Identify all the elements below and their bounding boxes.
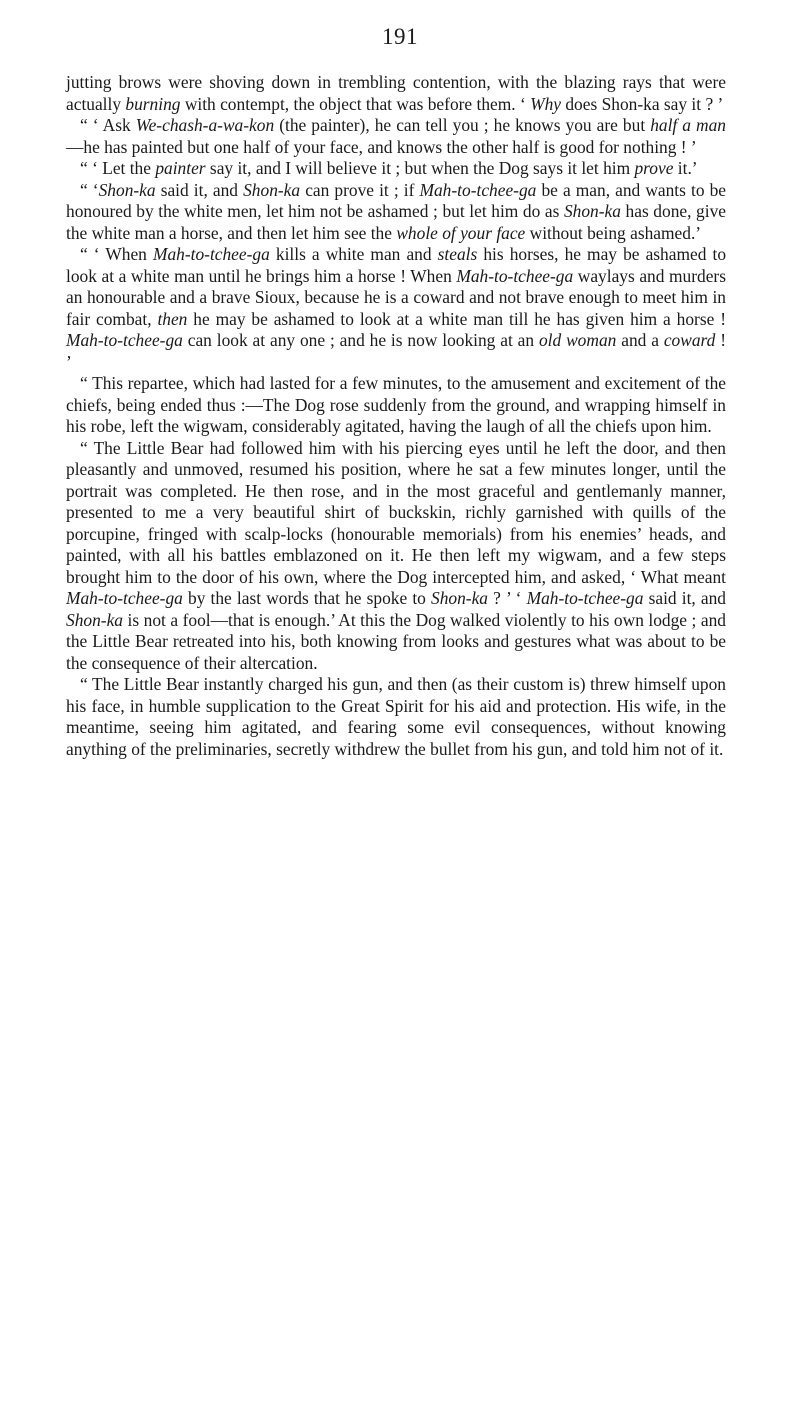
text-run: has done, give the white man a horse, and then let him see the: [66, 201, 726, 243]
text-run: “ This repartee, which had lasted for a few minutes, to the amusement and excitement of the chiefs, being ended thus :—The Dog rose suddenly from the ground, and wrapping himself in his robe, left the wigwam, considerably agitated, having the laugh of all the chiefs upon him.: [66, 373, 726, 436]
text-run: “ The Little Bear instantly charged his gun, and then (as their custom is) threw himself upon his face, in humble supplication to the Great Spirit for his aid and protection. His wife, in the meantime, seeing him agitated, and fearing some evil consequences, without knowing anything of the preliminaries, secretly withdrew the bullet from his gun, and told him not of it.: [66, 674, 726, 759]
text-run: can look at any one ; and he is now looking at an: [182, 330, 539, 350]
text-run: said it, and: [643, 588, 727, 608]
italic-text: whole of your face: [396, 222, 526, 243]
text-run: and a: [616, 330, 664, 350]
paragraph: [66, 180, 726, 245]
text-run: without being ashamed.’: [525, 222, 702, 243]
text-run: “ ‘ When: [80, 244, 153, 264]
italic-text: half a man: [650, 115, 726, 135]
paragraph: [66, 373, 726, 438]
text-run: ! ’: [66, 330, 727, 372]
text-run: he may be ashamed to look at a white man till he has given him a horse !: [187, 308, 726, 329]
text-run: “ ‘ Ask: [80, 115, 136, 135]
text-run: “ ‘ Let the: [80, 158, 156, 178]
italic-text: Mah-to-tchee-ga: [66, 330, 183, 350]
text-run: does Shon-ka say it ? ’: [561, 93, 724, 114]
text-run: (the painter), he can tell you ; he knows you are but: [274, 115, 651, 135]
text-run: waylays and murders an honourable and a brave Sioux, because he is a coward and not brave enough to meet him in fair combat,: [66, 265, 726, 329]
text-run: said it, and: [155, 179, 244, 200]
italic-text: We-chash-a-wa-kon: [135, 115, 275, 135]
italic-text: Shon-ka: [431, 588, 489, 608]
text-run: it.’: [673, 158, 698, 178]
italic-text: Mah-to-tchee-ga: [456, 265, 574, 286]
text-run: jutting brows were shoving down in trembling contention, with the blazing rays that were actually: [66, 72, 726, 114]
italic-text: Mah-to-tchee-ga: [419, 179, 537, 200]
paragraph: [66, 158, 726, 180]
italic-text: then: [157, 308, 188, 329]
italic-text: steals: [437, 244, 478, 264]
italic-text: Why: [530, 93, 562, 114]
italic-text: painter: [155, 158, 206, 178]
italic-text: Shon-ka: [243, 179, 301, 200]
italic-text: Mah-to-tchee-ga: [66, 588, 183, 608]
italic-text: Shon-ka: [98, 179, 156, 200]
text-run: can prove it ; if: [300, 179, 420, 200]
text-run: kills a white man and: [269, 244, 438, 264]
text-run: “ ‘: [80, 179, 99, 200]
paragraph: [66, 72, 726, 115]
paragraph: [66, 674, 726, 760]
text-run: is not a fool—that is enough.’ At this the Dog walked violently to his own lodge ; and the Little Bear retreated into his, both knowing from looks and gestures what was about to be the consequence of their altercation.: [66, 609, 726, 673]
text-run: —he has painted but one half of your face, and knows the other half is good for nothing ! ’: [66, 136, 697, 157]
text-run: “ The Little Bear had followed him with his piercing eyes until he left the door, and then pleasantly and unmoved, resumed his position, where he sat a few minutes longer, until the portrait was completed. He then rose, and in the most graceful and gentlemanly manner, presented to me a very beautiful shirt of buckskin, richly garnished with quills of the porcupine, fringed with scalp-locks (honourable memorials) from his enemies’ heads, and painted, with all his battles emblazoned on it. He then left my wigwam, and a few steps brought him to the door of his own, where the Dog intercepted him, and asked, ‘ What meant: [66, 437, 726, 587]
text-run: by the last words that he spoke to: [182, 588, 432, 608]
text-run: be a man, and wants to be honoured by the white men, let him not be ashamed ; but let him do as: [66, 179, 727, 221]
paragraph: [66, 115, 726, 158]
body-text: [66, 72, 726, 760]
paragraph: [66, 438, 726, 675]
paragraph: [66, 244, 726, 373]
italic-text: Shon-ka: [563, 201, 621, 221]
text-run: ? ’ ‘: [488, 588, 527, 608]
text-run: say it, and I will believe it ; but when the Dog says it let him: [205, 158, 635, 178]
italic-text: coward: [663, 330, 716, 350]
italic-text: prove: [634, 158, 674, 178]
italic-text: old woman: [538, 330, 617, 350]
italic-text: burning: [125, 93, 181, 114]
page-number: 191: [382, 24, 418, 49]
text-run: with contempt, the object that was before them. ‘: [180, 93, 531, 114]
text-run: his horses, he may be ashamed to look at a white man until he brings him a horse ! When: [66, 244, 727, 286]
italic-text: Mah-to-tchee-ga: [152, 244, 270, 264]
italic-text: Shon-ka: [66, 609, 123, 630]
italic-text: Mah-to-tchee-ga: [526, 588, 644, 608]
